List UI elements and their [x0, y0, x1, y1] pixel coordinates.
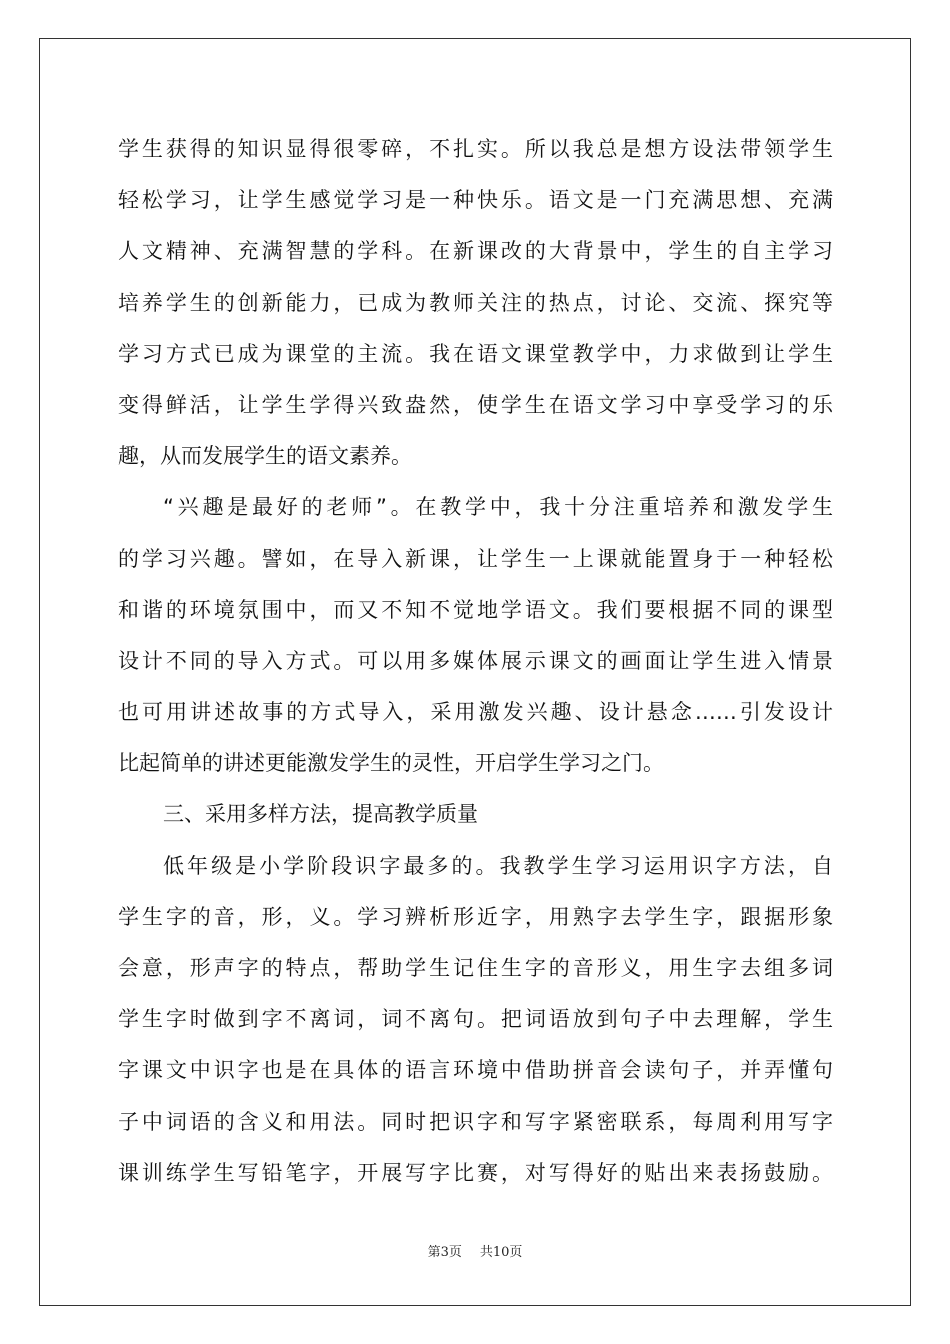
text-line: 学习方式已成为课堂的主流。我在语文课堂教学中，力求做到让学生 — [118, 341, 833, 366]
text-line: “兴趣是最好的老师”。在教学中，我十分注重培养和激发学生 — [163, 495, 833, 520]
text-line: 的学习兴趣。譬如，在导入新课，让学生一上课就能置身于一种轻松 — [118, 546, 833, 571]
text-line: 人文精神、充满智慧的学科。在新课改的大背景中，学生的自主学习 — [118, 239, 833, 264]
text-line: 低年级是小学阶段识字最多的。我教学生学习运用识字方法，自 — [163, 853, 833, 878]
text-line: 子中词语的含义和用法。同时把识字和写字紧密联系，每周利用写字 — [118, 1109, 833, 1134]
text-line: 趣，从而发展学生的语文素养。 — [118, 444, 412, 469]
text-line: 字课文中识字也是在具体的语言环境中借助拼音会读句子，并弄懂句 — [118, 1058, 833, 1083]
text-line: 学生字的音，形，义。学习辨析形近字，用熟字去学生字，跟据形象 — [118, 904, 833, 929]
document-body — [118, 124, 833, 1199]
text-line: 变得鲜活，让学生学得兴致盎然，使学生在语文学习中享受学习的乐 — [118, 392, 833, 417]
text-line: 三、采用多样方法，提高教学质量 — [163, 802, 478, 827]
text-line: 设计不同的导入方式。可以用多媒体展示课文的画面让学生进入情景 — [118, 648, 833, 673]
page-total: 共10页 — [479, 1245, 523, 1260]
text-line: 也可用讲述故事的方式导入，采用激发兴趣、设计悬念……引发设计 — [118, 700, 833, 725]
page-number: 第3页 — [427, 1245, 462, 1260]
page-footer — [0, 1241, 950, 1260]
text-line: 和谐的环境氛围中，而又不知不觉地学语文。我们要根据不同的课型 — [118, 597, 833, 622]
text-line: 比起简单的讲述更能激发学生的灵性，开启学生学习之门。 — [118, 751, 664, 776]
text-line: 培养学生的创新能力，已成为教师关注的热点，讨论、交流、探究等 — [118, 290, 833, 315]
text-line: 课训练学生写铅笔字，开展写字比赛，对写得好的贴出来表扬鼓励。 — [118, 1160, 833, 1185]
text-line: 学生字时做到字不离词，词不离句。把词语放到句子中去理解，学生 — [118, 1007, 833, 1032]
text-line: 轻松学习，让学生感觉学习是一种快乐。语文是一门充满思想、充满 — [118, 188, 833, 213]
text-line: 学生获得的知识显得很零碎，不扎实。所以我总是想方设法带领学生 — [118, 137, 833, 161]
text-line: 会意，形声字的特点，帮助学生记住生字的音形义，用生字去组多词 — [118, 956, 833, 980]
